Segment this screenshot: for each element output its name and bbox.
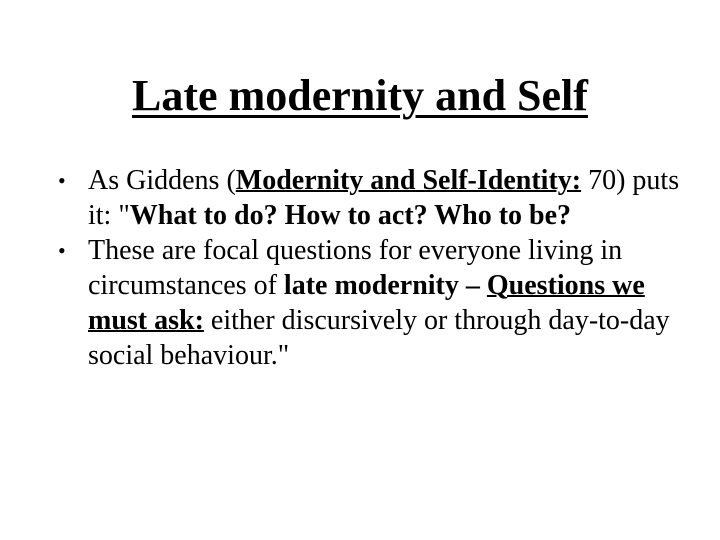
bullet-item-1: [58, 163, 698, 233]
bullet-2-late-modernity: late modernity: [283, 270, 459, 301]
bullet-2-intro: These are focal questions for everyone living in circumstances of: [88, 235, 623, 301]
bullet-1-questions: What to do? How to act? Who to be?: [129, 200, 572, 231]
bullet-1-book-title: Modernity and Self-Identity:: [235, 165, 582, 196]
bullet-icon: •: [58, 168, 66, 193]
slide-title: Late modernity and Self: [132, 71, 588, 120]
bullet-1-intro: As Giddens (: [88, 165, 236, 196]
bullet-1-citation: 70) puts it: ": [88, 165, 680, 231]
bullet-icon: •: [58, 238, 66, 263]
bullet-list: [58, 163, 698, 373]
bullet-2-ending: either discursively or through day-to-day social behaviour.": [88, 305, 670, 371]
bullet-item-2: [58, 233, 698, 373]
bullet-2-dash: –: [458, 270, 487, 301]
bullet-2-questions-heading: Questions we must ask:: [88, 270, 645, 336]
